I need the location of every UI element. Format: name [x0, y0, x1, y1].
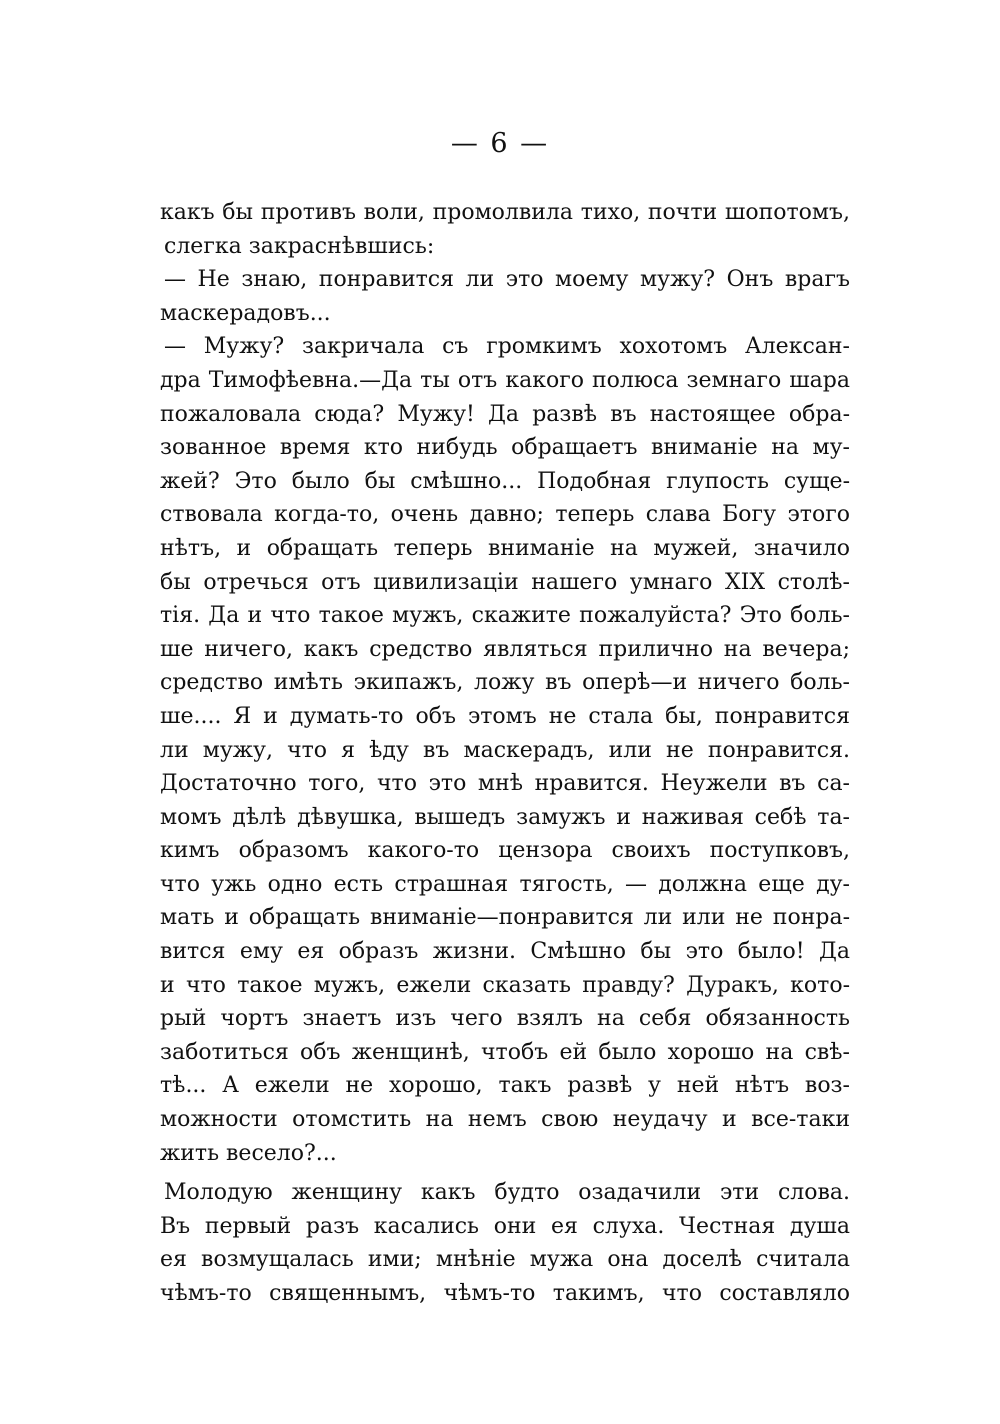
text-line: можности отомстить на немъ свою неудачу и все-таки — [160, 1107, 850, 1133]
text-line: чѣмъ-то священнымъ, чѣмъ-то такимъ, что составляло — [160, 1281, 850, 1306]
text-line: тія. Да и что такое мужъ, скажите пожалуйста? Это боль- — [160, 603, 850, 629]
text-line: что ужь одно есть страшная тягость, — должна еще ду- — [160, 871, 850, 897]
text-line: бы отречься отъ цивилизаціи нашего умнаго XIX столѣ- — [160, 569, 850, 595]
text-line: — Мужу? закричала съ громкимъ хохотомъ Алексан- — [164, 334, 850, 360]
body-text — [160, 196, 850, 1311]
text-line: кимъ образомъ какого-то цензора своихъ поступковъ, — [160, 838, 850, 864]
text-line: какъ бы противъ воли, промолвила тихо, почти шопотомъ, — [160, 200, 850, 225]
text-line: заботиться объ женщинѣ, чтобъ ей было хорошо на свѣ- — [160, 1039, 850, 1065]
text-line: Молодую женщину какъ будто озадачили эти слова. — [164, 1180, 850, 1206]
text-line: момъ дѣлѣ дѣвушка, вышедъ замужъ и наживая себѣ та- — [160, 804, 850, 830]
text-line: мать и обращать вниманіе—понравится ли или не понра- — [160, 905, 850, 931]
text-line: — Не знаю, понравится ли это моему мужу? Онъ врагъ — [164, 267, 850, 293]
text-line: ея возмущалась ими; мнѣніе мужа она доселѣ считала — [160, 1247, 850, 1273]
text-line: маскерадовъ... — [160, 300, 331, 326]
text-line: средство имѣть экипажъ, ложу въ оперѣ—и ничего боль- — [160, 670, 850, 696]
text-line: слегка закраснѣвшись: — [164, 233, 435, 259]
text-line: жить весело?... — [160, 1140, 337, 1166]
text-line: зованное время кто нибудь обращаетъ вниманіе на му- — [160, 435, 850, 461]
text-line: дра Тимофѣевна.—Да ты отъ какого полюса земнаго шара — [160, 367, 850, 393]
text-line: ствовала когда-то, очень давно; теперь слава Богу этого — [160, 502, 850, 528]
text-line: и что такое мужъ, ежели сказать правду? Дуракъ, кото- — [160, 972, 850, 998]
text-line: Достаточно того, что это мнѣ нравится. Неужели въ са- — [160, 771, 850, 797]
text-line: рый чортъ знаетъ изъ чего взялъ на себя обязанность — [160, 1006, 850, 1032]
text-line: ше.... Я и думать-то объ этомъ не стала бы, понравится — [160, 703, 850, 729]
text-line: ли мужу, что я ѣду въ маскерадъ, или не понравится. — [160, 737, 850, 763]
page-number: — 6 — — [450, 128, 550, 159]
text-line: ше ничего, какъ средство являться прилично на вечера; — [160, 636, 850, 662]
text-line: нѣтъ, и обращать теперь вниманіе на мужей, значило — [160, 535, 850, 561]
text-line: тѣ... А ежели не хорошо, такъ развѣ у ней нѣтъ воз- — [160, 1073, 850, 1099]
text-line: жей? Это было бы смѣшно... Подобная глупость суще- — [160, 468, 850, 494]
text-line: вится ему ея образъ жизни. Смѣшно бы это было! Да — [160, 939, 850, 965]
text-line: пожаловала сюда? Мужу! Да развѣ въ настоящее обра- — [160, 401, 850, 427]
text-line: Въ первый разъ касались они ея слуха. Честная душа — [160, 1213, 850, 1239]
